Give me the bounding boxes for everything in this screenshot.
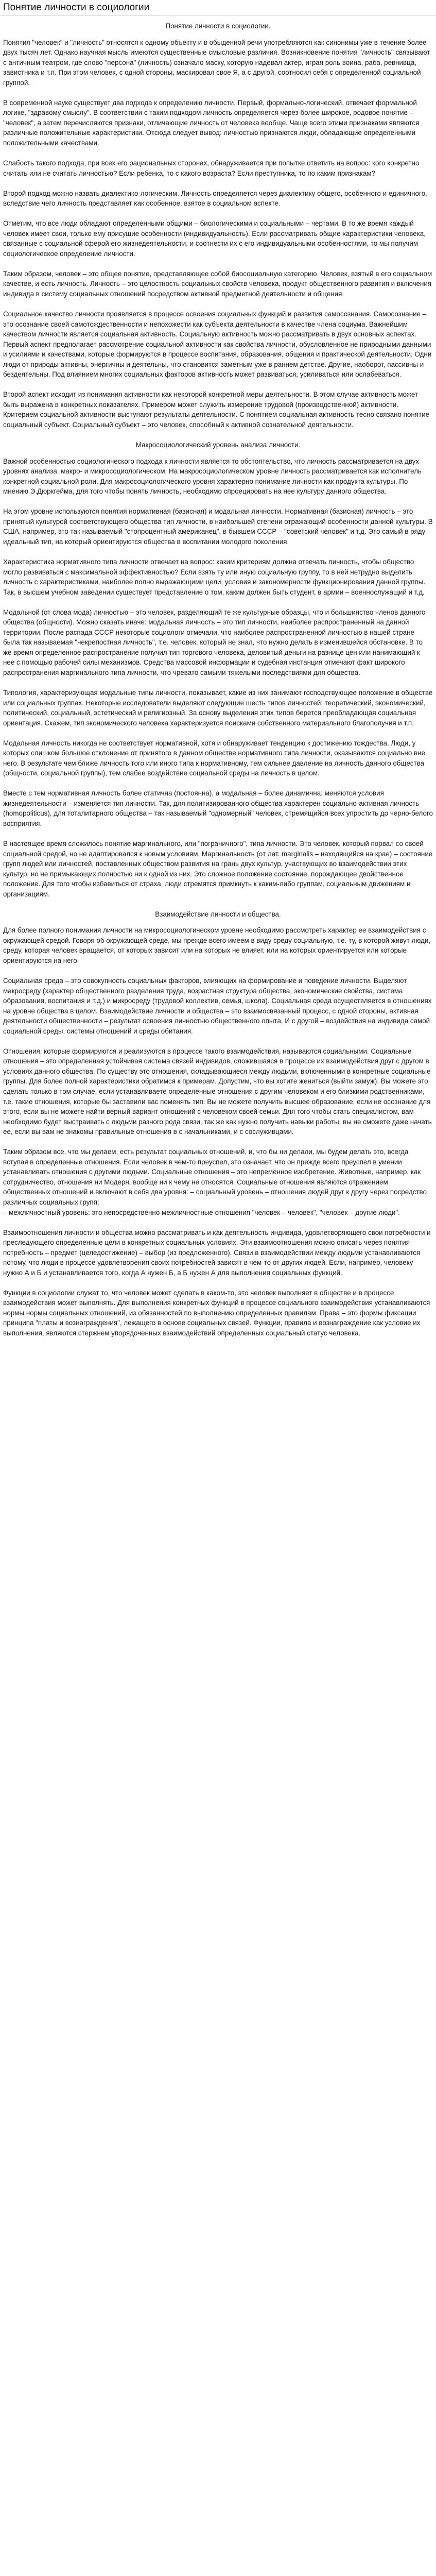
paragraph: – межличностный уровень: это непосредственно межличностные отношения "человек – человек", "человек – другие люди". xyxy=(3,1208,400,1216)
paragraph: Таким образом все, что мы делаем, есть результат социальных отношений, и, что бы ни делали, мы будем делать это, всегда вступая в определенные отношения. Если человек в чем-то преуспел, это означает, что он прежде всего преуспел в умении устанавливать отношения с другими людьми. Социальные отношения – это непременное изобретение. Животные, например, как сотрудничество, отношения ни Модерн, вообще ни к чему не относятся. Социальные отношения являются отражением общественных отношений и включают в себя два уровня: – социальный уровень – отношения людей друг к другу через посредство различных социальных групп; xyxy=(3,1148,427,1206)
paragraph: Для более полного понимания личности на микросоциологическом уровне необходимо рассмотреть характер ее взаимодействия с окружающей средой. Говоря об окружающей среде, мы прежде всего имеем в виду среду социальную, т.е. ту, в которой живут люди, среду, которая человек вращается, от которых зависит или на которых не влияет, или на которых ориентируется или которые ориентируются на него. xyxy=(3,926,431,965)
paragraph: Понятия "человек" и "личность" относятся к одному объекту и в обыденной речи употребляются как синонимы уже в течение более двух тысяч лет. Однако научная мысль имеются существенные смысловые различия. Возникновение понятия "личность" связывают с античным театром, где слово "персона" (личность) означало маску, которую надевал актер, играя роль воина, раба, ревнивца, завистника и т.п. При этом человек, с одной стороны, маскировал свое Я, а с другой, соотносил себя с определенной социальной группой. xyxy=(3,38,430,87)
paragraph: Характеристика нормативного типа личности отвечает на вопрос: каким критериям должна отвечать личность, чтобы общество могло развиваться с максимальной эффективностью? Если взять ту или иную социальную группу, то в ней нетрудно выделить личность с характеристиками, наиболее полно выражающими цели, условия и закономерности функционирования данной группы. Так, в высшем учебном заведении существует представление о том, каким должен быть студент, в армии – военнослужащий и т.д. xyxy=(3,557,426,596)
paragraph: Модальная личность никогда не соответствует нормативной, хотя и обнаруживает тенденцию к достижению тождества. Люди, у которых слишком большое отклонение от принятого в данном обществе нормативного типа личности, оказываются социально вне него. В результате чем ближе личность того или иного типа к нормативному, тем сильнее давление на личность данного общества (общности, социальной группы), тем слабее воздействие социальной среды на личность в целом. xyxy=(3,739,425,777)
paragraph: Отметим, что все люди обладают определенными общими – биологическими и социальными – чертами. В то же время каждый человек имеет свои, только ему присущие особенности (индивидуальность). Если рассматривать общие характеристики человека, связанные с социальной сферой его жизнедеятельности, и соотнести их с его индивидуальными особенностями, то мы получим социологическое определение личности. xyxy=(3,219,426,258)
page-title: Понятие личности в социологии xyxy=(3,2,150,13)
paragraph: Второй аспект исходит из понимания активности как некоторой конкретной меры деятельности. В этом случае активность может быть выражена в конкретных показателях. Примером может служить измерение трудовой (производственной) активности. Критерием социальной активности выступают результаты деятельности. С понятием социальная активность тесно связано понятие социальный субъект. Социальный субъект – это человек, способный к активной сознательной деятельности. xyxy=(3,391,430,429)
article-body xyxy=(3,16,433,1338)
paragraph: Вместе с тем нормативная личность более статична (постоянна), а модальная – более динамична: меняются условия жизнедеятельности – изменяется тип личности. Так, для политизированного общества характерен социально-активная личность (homopoliticus), для тоталитарного общества – так называемый "одномерный" человек, стремящийся всех упростить до черно-белого восприятия. xyxy=(3,789,433,827)
paragraph: В современной науке существует два подхода к определению личности. Первый, формально-логический, отвечает формальной логике, "здравому смыслу". В соответствии с таким подходом личность определяется через более широкое, родовое понятие – "человек", а затем перечисляются признаки, отличающие личность от человека вообще. Чаще всего этими признаками являются различные положительные характеристики. Отсюда следует вывод: личностью признаются люди, обладающие определенными положительными качествами. xyxy=(3,98,420,147)
section-title: Макросоциологический уровень анализа личности. xyxy=(135,441,301,449)
paragraph: Модальной (от слова мода) личностью – это человек, разделяющий те же культурные образцы, что и большинство членов данного общества (общности). Можно сказать иначе: модальная личность – это тип личности, наиболее распространенный на данной территории. После распада СССР некоторые социологи отмечали, что наиболее распространенной личностью в нашей стране была так называемая "некрепостная личность", т.е. человек, который не знал, что нужно делать в изменившейся обстановке. В то же время определенное распространение получил тип торгового человека, деловитый деньги на разнице цен или нанимающий к нее с помощью рабочей силы механизмов. Средства массовой информации и судебная инстанция отмечают факт широкого распространения маргинального типа личности, что чревато самыми тяжелыми последствиями для общества. xyxy=(3,608,426,676)
section-title: Понятие личности в социологии. xyxy=(165,22,271,30)
paragraph: Социальное качество личности проявляется в процессе освоения социальных функций и развития самосознания. Самосознание – это осознание своей самотождественности и непохожести как субъекта деятельности в качестве члена социума. Важнейшим качеством личности является социальная активность. Социальную активность можно рассматривать в двух основных аспектах. Первый аспект предполагает рассмотрение социальной активности как свойства личности, обусловленное не природными данными и усилиями и качествами, которые формируются в процессе воспитания, образования, общения и практической деятельности. Одни люди от природы активны, энергичны и деятельны, что становится заметным уже в раннем детстве. Другие, наоборот, пассивны и бездеятельны. Под влиянием многих социальных факторов активность может развиваться, усиливаться или ослабеваться. xyxy=(3,310,432,379)
paragraph: На этом уровне используются понятия нормативная (базисная) и модальная личности. Нормативная (базисная) личность – это принятый культурой соответствующего общества тип личности, в наибольшей степени отражающий особенности данной культуры. В США, например, это так называемый "стопроцентный американец", в бывшем СССР – "советский человек" и т.д. Это самый в ряду идеальный тип, на который ориентируются общества в воспитании молодого поколения. xyxy=(3,507,433,546)
paragraph: Важной особенностью социологического подхода к личности является то обстоятельство, что личность рассматривается на двух уровнях анализа: макро- и микросоциологическом. На макросоциологическом уровне личность рассматривается как исполнитель конкретной социальной роли. Для макросоциологического уровня характерно понимание личности как продукта культуры. По мнению Э.Дюркгейма, для того чтобы понять личность, необходимо спроецировать на нее культуру данного общества. xyxy=(3,457,422,496)
paragraph: Второй подход можно назвать диалектико-логическим. Личность определяется через диалектику общего, особенного и единичного, вследствие чего личность представляет как особенное, взятое в социальном аспекте. xyxy=(3,189,427,208)
paragraph: Слабость такого подхода, при всех его рациональных сторонах, обнаруживается при попытке ответить на вопрос: кого конкретно считать или не считать личностью? Если ребенка, то с какого возраста? Если преступника, то по каким признакам? xyxy=(3,159,420,177)
paragraph: Типология, характеризующая модальные типы личности, показывает, какие из них занимают господствующее положение в обществе или социальных группах. Некоторые исследователи выделяют следующие шесть типов личностей: теоретический, экономический, политический, социальный, эстетический и религиозный. За основу выделения этих типов берется преобладающая социальная ориентация. Скажем, тип экономического человека характеризуется поисками собственного материального благополучия и т.п. xyxy=(3,688,433,727)
section-title: Взаимодействие личности и общества. xyxy=(155,910,281,918)
page-header xyxy=(0,0,436,16)
paragraph: Взаимоотношения личности и общества можно рассматривать и как деятельность индивида, удовлетворяющего свои потребности и преследующего определенные цели в конкретных социальных условиях. Эти взаимоотношения можно описать через понятия потребность – предмет (целедостижение) – выбор (из предложенного). Связи в взаимодействии между людьми устанавливаются потому, что люди в процессе удовлетворения своих потребностей зависят в чем-то от других людей. Если, например, человеку нужно А и Б и устанавливается того, когда А нужен Б, а Б нужен А для выполнения социальных функций. xyxy=(3,1228,431,1277)
paragraph: Таким образом, человек – это общее понятие, представляющее собой биосоциальную категорию. Человек, взятый в его социальном качестве, и есть личность. Личность – это целостность социальных свойств человека, продукт общественного развития и включения индивида в систему социальных отношений посредством активной предметной деятельности и общения. xyxy=(3,269,432,298)
paragraph: Отношения, которые формируются и реализуются в процессе такого взаимодействия, называются социальными. Социальные отношения – это определенная устойчивая система связей индивидов, сложившаяся в процессе их взаимодействия друг с другом в условиях данного общества. По существу это отношения, складывающиеся между людьми, включенными в конкретные социальные группы. Для более полной характеристики обратимся к примерам. Допустим, что вы хотите жениться (выйти замуж). Вы можете это сделать только в том случае, если устанавливаете определенные отношения с другим человеком и его близкими родственниками, т.е. такие отношения, которые бы заставили вас поменять тип. Вы не можете получить высшее образование, если не осознание для этого, если вы не можете найти верный вариант отношений с человеком своей семьи. Для того чтобы стать специалистом, вам необходимо будет выстраивать с людьми разного рода связи, так же как нужно получить навыки работы, вы не сможете даже начать ее, если вы вам не знакомы правильные отношения в с начальниками, и с сослуживцами. xyxy=(3,1047,432,1136)
paragraph: Социальная среда – это совокупность социальных факторов, влияющих на формирование и поведение личности. Выделяют макросреду (характер общественного разделения труда, возрастная структура общества, экономические свойства, система образования, воспитания и т.д.) и микросреду (трудовой коллектив, семья, школа). Социальная среда осуществляется в отношениях на уровне общества в целом. Взаимодействие личности и общества – это взаимосвязанный процесс, с одной стороны, активная деятельности общественности – результат освоения личностью общественного опыта. И с другой – воздействия на индивида самой социальной среды, системы отношений и среды обитания. xyxy=(3,977,432,1035)
paragraph: В настоящее время сложилось понятие маргинального, или "пограничного", типа личности. Это человек, который порвал со своей социальной средой, но не адаптировался к новым условиям. Маргинальность (от лат. marginalis – находящийся на крае) – состояние групп людей или личностей, поставленных обществом развития на грань двух культур, участвующих во взаимодействии этих культур, но не примыкающих полностью ни к одной из них. Это сложное положение состояние, порождающее двойственное положение. Для того чтобы избавиться от страха, люди стремятся примкнуть к каким-либо группам, социальным движениям и организациям. xyxy=(3,840,433,898)
paragraph: Функции в социологии служат то, что человек может сделать в каком-то, это человек выполняет в обществе и в процессе взаимодействия может выполнять. Для выполнения конкретных функций в процессе социального взаимодействия устанавливаются нормы нормы социальных отношений, из обязанностей по выполнению определенных правилам. Права – это формы фиксации принципа "платы и вознаграждения", лежащего в основе социальных связей. Функции, правила и вознаграждение как условие их выполнения, являются стержнем упорядоченных взаимодействий определенных социальный статус человека. xyxy=(3,1289,430,1337)
